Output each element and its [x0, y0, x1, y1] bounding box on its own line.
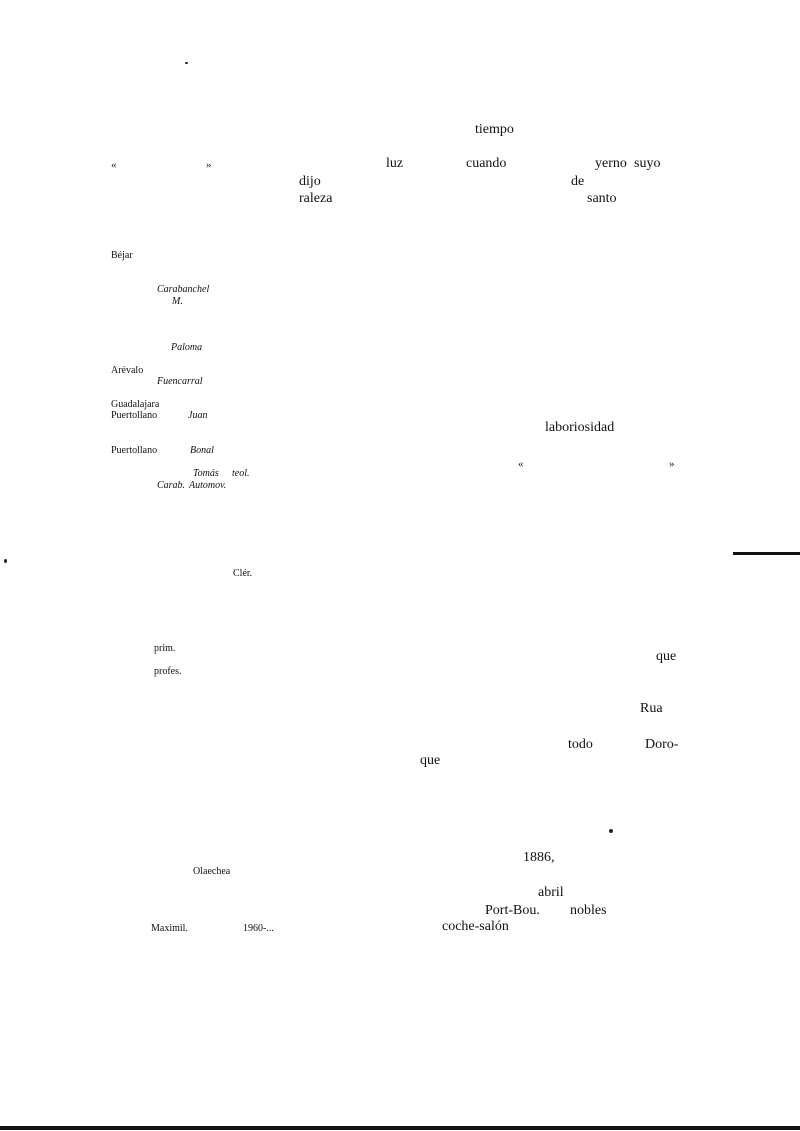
name-juan: Juan	[188, 410, 208, 421]
quote-close: »	[669, 458, 675, 470]
abbrev-prim: prim.	[154, 643, 176, 654]
abbrev-carab: Carab.	[157, 480, 186, 491]
word-cuando: cuando	[466, 156, 507, 171]
ink-speck	[4, 559, 7, 563]
word-todo: todo	[568, 737, 593, 752]
year-range: 1960-...	[243, 923, 274, 934]
word-santo: santo	[587, 191, 617, 206]
place-puertollano: Puertollano	[111, 410, 158, 421]
abbrev-profes: profes.	[154, 666, 182, 677]
word-que: que	[420, 753, 441, 768]
place-fuencarral: Fuencarral	[157, 376, 203, 387]
abbrev-maximil: Maximil.	[151, 923, 188, 934]
place-guadalajara: Guadalajara	[111, 399, 160, 410]
name-tomas: Tomás	[193, 468, 219, 479]
word-yerno: yerno	[595, 156, 627, 171]
abbrev-teol: teol.	[232, 468, 250, 479]
name-bonal: Bonal	[190, 445, 214, 456]
ink-speck	[185, 62, 188, 64]
word-year: 1886,	[523, 850, 555, 865]
abbrev-cler: Clér.	[233, 568, 253, 579]
word-port-bou: Port-Bou.	[485, 903, 540, 918]
name-olaechea: Olaechea	[193, 866, 231, 877]
word-nobles: nobles	[570, 903, 607, 918]
word-de: de	[571, 174, 585, 189]
place-puertollano: Puertollano	[111, 445, 158, 456]
quote-close: »	[206, 159, 212, 171]
quote-open: «	[518, 458, 524, 470]
word-abril: abril	[538, 885, 564, 900]
word-laboriosidad: laboriosidad	[545, 420, 615, 435]
right-margin-rule	[733, 552, 800, 555]
abbrev-m: M.	[172, 296, 183, 307]
place-bejar: Béjar	[111, 250, 133, 261]
word-dijo: dijo	[299, 174, 321, 189]
place-paloma: Paloma	[171, 342, 203, 353]
word-coche-salon: coche-salón	[442, 919, 509, 934]
word-doro: Doro-	[645, 737, 679, 752]
word-tiempo: tiempo	[475, 122, 514, 137]
quote-open: «	[111, 159, 117, 171]
word-luz: luz	[386, 156, 404, 171]
place-arevalo: Arévalo	[111, 365, 144, 376]
word-rua: Rua	[640, 701, 663, 716]
place-carabanchel: Carabanchel	[157, 284, 210, 295]
ink-speck	[609, 829, 613, 833]
word-que: que	[656, 649, 677, 664]
word-suyo: suyo	[634, 156, 661, 171]
abbrev-automov: Automov.	[189, 480, 227, 491]
bottom-page-rule	[0, 1126, 800, 1130]
word-raleza: raleza	[299, 191, 333, 206]
